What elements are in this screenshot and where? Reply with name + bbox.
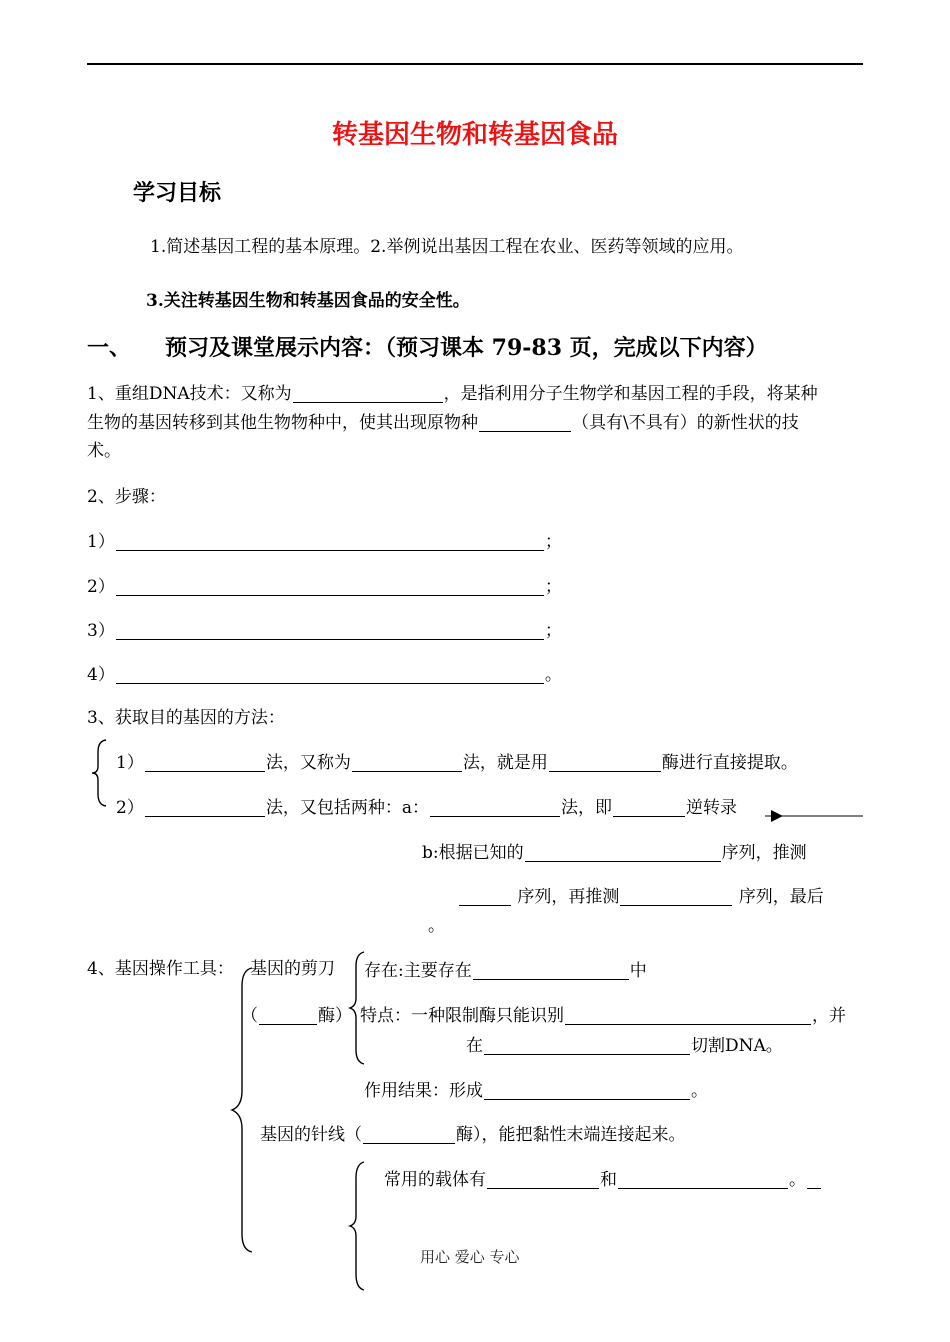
step-end: ； bbox=[544, 532, 562, 552]
feature-text-b: ，并 bbox=[812, 1006, 846, 1026]
vector-row bbox=[384, 1170, 822, 1189]
q1-text-a: 1、重组DNA技术：又称为 bbox=[87, 384, 292, 404]
q3-brace bbox=[90, 738, 110, 808]
step-row-3 bbox=[87, 621, 562, 640]
page-title: 转基因生物和转基因食品 bbox=[331, 120, 618, 150]
result-blank[interactable] bbox=[484, 1081, 690, 1100]
m1-label: 1） bbox=[116, 753, 144, 773]
m1-blank-3[interactable] bbox=[549, 753, 661, 772]
q3-method-1 bbox=[116, 753, 798, 772]
m2-text-b: 法，又包括两种：a： bbox=[265, 798, 429, 818]
q1-blank-2[interactable] bbox=[479, 413, 571, 432]
objective-line-1: 1.简述基因工程的基本原理。2.举例说出基因工程在农业、医药等领域的应用。 bbox=[150, 237, 744, 257]
m2-label: 2） bbox=[116, 798, 144, 818]
vector-brace bbox=[348, 1160, 368, 1292]
exist-text-b: 中 bbox=[629, 961, 647, 981]
q3-method-2 bbox=[116, 798, 737, 817]
c-text-b: 序列，最后 bbox=[738, 887, 824, 907]
q1-line-3: 术。 bbox=[87, 441, 121, 461]
m2-text-c: 法，即 bbox=[560, 798, 612, 818]
step-blank[interactable] bbox=[116, 532, 544, 551]
q1-text-b: ，是指利用分子生物学和基因工程的手段，将某种 bbox=[443, 384, 818, 404]
step-blank[interactable] bbox=[116, 621, 544, 640]
c-blank-2[interactable] bbox=[620, 887, 732, 906]
feature2-row bbox=[466, 1036, 783, 1055]
c-text-a: 序列，再推测 bbox=[517, 887, 620, 907]
header-rule bbox=[87, 63, 863, 65]
m2-blank-2[interactable] bbox=[430, 798, 560, 817]
step-label: 1） bbox=[87, 532, 115, 552]
q1-line-2 bbox=[87, 413, 799, 432]
objective-line-2: 3.关注转基因生物和转基因食品的安全性。 bbox=[146, 291, 470, 311]
reverse-transcription-label: 逆转录 bbox=[685, 798, 737, 818]
result-text-b: 。 bbox=[691, 1081, 708, 1101]
q1-text-c: 生物的基因转移到其他生物物种中，使其出现原物种 bbox=[87, 413, 478, 433]
enzyme-blank[interactable] bbox=[259, 1006, 317, 1025]
m2-blank-3[interactable] bbox=[613, 798, 685, 817]
vector-blank-3 bbox=[807, 1170, 821, 1189]
feature-text-a: 特点：一种限制酶只能识别 bbox=[360, 1006, 564, 1026]
step-end: 。 bbox=[544, 665, 562, 685]
arrow-icon bbox=[765, 805, 865, 823]
feature-blank[interactable] bbox=[565, 1006, 811, 1025]
q3-heading: 3、获取目的基因的方法： bbox=[87, 708, 285, 728]
footer-motto: 用心 爱心 专心 bbox=[420, 1248, 520, 1266]
vector-text-a: 常用的载体有 bbox=[384, 1170, 486, 1190]
result-text-a: 作用结果：形成 bbox=[364, 1081, 483, 1101]
c-blank-1[interactable] bbox=[459, 887, 511, 906]
section-number: 一、 bbox=[87, 335, 132, 361]
step-blank[interactable] bbox=[116, 665, 544, 684]
step-label: 2） bbox=[87, 577, 115, 597]
vector-text-c: 。 bbox=[789, 1170, 806, 1190]
m1-text-c: 法，就是用 bbox=[462, 753, 548, 773]
b-text-a: b:根据已知的 bbox=[422, 843, 524, 863]
exist-blank[interactable] bbox=[473, 961, 629, 980]
needle-text-b: 酶），能把黏性末端连接起来。 bbox=[456, 1125, 686, 1145]
tools-brace bbox=[230, 966, 260, 1256]
q1-blank-1[interactable] bbox=[293, 384, 443, 403]
needle-blank[interactable] bbox=[363, 1125, 455, 1144]
q1-text-d: （具有\不具有）的新性状的技 bbox=[572, 413, 799, 433]
q3-b-line bbox=[422, 843, 807, 862]
b-text-b: 序列，推测 bbox=[721, 843, 807, 863]
q3-d-line: 。 bbox=[428, 916, 445, 936]
section-heading: 预习及课堂展示内容：（预习课本 79-83 页，完成以下内容） bbox=[165, 335, 768, 361]
b-blank[interactable] bbox=[525, 843, 721, 862]
q3-c-line bbox=[458, 887, 824, 906]
step-row-4 bbox=[87, 665, 562, 684]
result-row bbox=[364, 1081, 708, 1100]
scissors-label: 基因的剪刀 bbox=[250, 959, 335, 979]
feature2-blank[interactable] bbox=[484, 1036, 690, 1055]
exist-row bbox=[364, 961, 647, 980]
step-label: 3） bbox=[87, 621, 115, 641]
feature2-text-a: 在 bbox=[466, 1036, 483, 1056]
vector-text-b: 和 bbox=[600, 1170, 617, 1190]
m1-blank-1[interactable] bbox=[145, 753, 265, 772]
enzyme-close: 酶） bbox=[318, 1006, 352, 1026]
exist-text-a: 存在:主要存在 bbox=[364, 961, 472, 981]
vector-blank-1[interactable] bbox=[487, 1170, 599, 1189]
step-label: 4） bbox=[87, 665, 115, 685]
step-row-1 bbox=[87, 532, 562, 551]
feature2-text-b: 切割DNA。 bbox=[691, 1036, 783, 1056]
m1-blank-2[interactable] bbox=[352, 753, 462, 772]
step-blank[interactable] bbox=[116, 577, 544, 596]
m1-text-d: 酶进行直接提取。 bbox=[661, 753, 798, 773]
step-end: ； bbox=[544, 577, 562, 597]
feature-row bbox=[360, 1006, 846, 1025]
step-row-2 bbox=[87, 577, 562, 596]
needle-text-a: 基因的针线（ bbox=[260, 1125, 362, 1145]
objectives-heading: 学习目标 bbox=[133, 180, 222, 206]
q4-heading: 4、基因操作工具： bbox=[87, 959, 234, 979]
needle-row bbox=[260, 1125, 686, 1144]
q2-heading: 2、步骤： bbox=[87, 487, 166, 507]
q1-line-1 bbox=[87, 384, 818, 403]
vector-blank-2[interactable] bbox=[618, 1170, 788, 1189]
m2-blank-1[interactable] bbox=[145, 798, 265, 817]
m1-text-b: 法，又称为 bbox=[265, 753, 351, 773]
step-end: ； bbox=[544, 621, 562, 641]
enzyme-open: （ bbox=[241, 1006, 258, 1026]
